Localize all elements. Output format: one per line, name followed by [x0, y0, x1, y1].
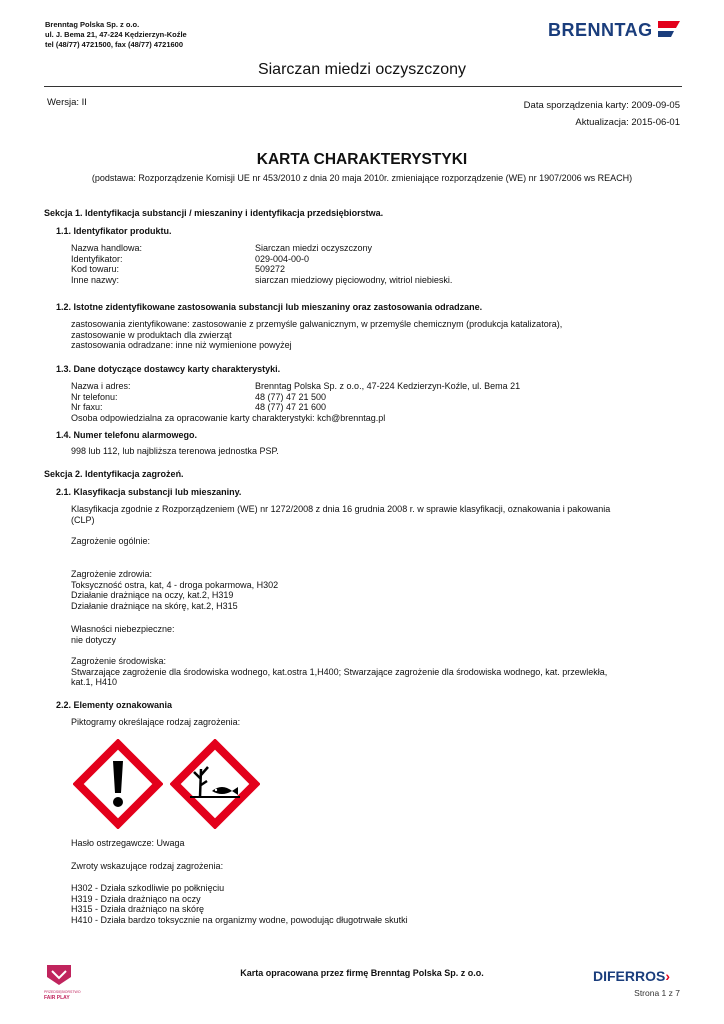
- signal-word: Hasło ostrzegawcze: Uwaga: [71, 838, 185, 848]
- health-hazard-line: Zagrożenie zdrowia:: [71, 569, 153, 579]
- health-hazard-line: Działanie drażniące na oczy, kat.2, H319: [71, 590, 234, 600]
- title-divider: [44, 86, 682, 87]
- section-2-heading: Sekcja 2. Identyfikacja zagrożeń.: [44, 469, 184, 479]
- value-trade-name: Siarczan miedzi oczyszczony: [255, 243, 373, 253]
- product-id-labels: [71, 243, 142, 285]
- brenntag-logo: [548, 16, 680, 44]
- responsible-person: Osoba odpowiedzialna za opracowanie karty charakterystyki: kch@brenntag.pl: [71, 412, 386, 423]
- uses-line: zastosowanie w produktach dla zwierząt: [71, 329, 232, 340]
- section-1-2-heading: 1.2. Istotne zidentyfikowane zastosowania substancji lub mieszaniny oraz zastosowania odradzane.: [56, 302, 483, 312]
- diferros-logo-text: DIFERROS: [593, 968, 666, 984]
- clp-line: Klasyfikacja zgodnie z Rozporządzeniem (WE) nr 1272/2008 z dnia 16 grudnia 2008 r. w sprawie klasyfikacji, oznakowania i pakowania: [71, 504, 611, 514]
- date-updated: Aktualizacja: 2015-06-01: [575, 117, 680, 128]
- hazard-statement: H319 - Działa drażniąco na oczy: [71, 893, 201, 904]
- company-phone: tel (48/77) 4721500, fax (48/77) 4721600: [45, 40, 184, 49]
- uses-text: [71, 319, 562, 351]
- date-created: Data sporządzenia karty: 2009-09-05: [523, 100, 680, 111]
- fair-play-text: FAIR PLAY: [44, 995, 70, 1001]
- product-title-text: Siarczan miedzi oczyszczony: [257, 61, 467, 78]
- company-name: Brenntag Polska Sp. z o.o.: [45, 20, 140, 29]
- pictograms-label: Piktogramy określające rodzaj zagrożenia:: [71, 717, 241, 727]
- footer-prepared-by: Karta opracowana przez firmę Brenntag Polska Sp. z o.o.: [240, 968, 484, 978]
- physical-hazard-line: Własności niebezpieczne:: [71, 624, 175, 634]
- brenntag-swoosh-icon: [656, 18, 682, 40]
- hazard-statement: H315 - Działa drażniąco na skórę: [71, 904, 205, 914]
- label-product-code: Kod towaru:: [71, 264, 120, 274]
- clp-text: [71, 504, 610, 525]
- health-hazard-line: Toksyczność ostra, kat, 4 - droga pokarmowa, H302: [71, 579, 279, 590]
- health-hazard-line: Działanie drażniące na skórę, kat.2, H315: [71, 600, 238, 611]
- uses-line: zastosowania zientyfikowane: zastosowanie z przemyśle galwanicznym, w przemyśle chemicznym (produkcja katalizatora),: [71, 319, 563, 329]
- version: Wersja: II: [47, 97, 87, 108]
- page-number: Strona 1 z 7: [634, 988, 680, 998]
- product-id-values: [255, 243, 452, 285]
- clp-line: (CLP): [71, 514, 95, 525]
- value-identifier: 029-004-00-0: [255, 253, 310, 264]
- label-identifier: Identyfikator:: [71, 253, 123, 264]
- section-1-heading: Sekcja 1. Identyfikacja substancji / mieszaniny i identyfikacja przedsiębiorstwa.: [44, 208, 384, 218]
- label-other-names: Inne nazwy:: [71, 274, 120, 285]
- general-hazard-label: Zagrożenie ogólnie:: [71, 536, 151, 546]
- dates: [524, 97, 680, 131]
- section-1-3-heading: 1.3. Dane dotyczące dostawcy karty charakterystyki.: [56, 364, 281, 374]
- legal-basis: (podstawa: Rozporządzenie Komisji UE nr 453/2010 z dnia 20 maja 2010r. zmieniające rozporządzenie (WE) nr 1907/2006 ws REACH): [91, 173, 633, 183]
- company-street: ul. J. Bema 21, 47-224 Kędzierzyn-Koźle: [45, 30, 187, 39]
- section-1-4-heading: 1.4. Numer telefonu alarmowego.: [56, 430, 198, 440]
- fair-play-caption: PRZEDSIĘBIORSTWO: [44, 990, 81, 994]
- company-address: [45, 20, 187, 50]
- environment-hazard-line: Stwarzające zagrożenie dla środowiska wodnego, kat.ostra 1,H400; Stwarzające zagrożenie dla środowiska wodnego, kat. przewlekła,: [71, 666, 608, 677]
- physical-hazards: [71, 624, 175, 645]
- environment-hazard-line: Zagrożenie środowiska:: [71, 656, 167, 666]
- value-phone: 48 (77) 47 21 500: [255, 391, 327, 402]
- hazard-statements-label: Zwroty wskazujące rodzaj zagrożenia:: [71, 861, 224, 871]
- value-other-names: siarczan miedziowy pięciowodny, witriol niebieski.: [255, 274, 453, 285]
- product-title: [0, 61, 724, 79]
- section-1-1-heading: 1.1. Identyfikator produktu.: [56, 226, 172, 236]
- diferros-logo: [593, 968, 670, 984]
- supplier-values: [255, 381, 520, 413]
- value-fax: 48 (77) 47 21 600: [255, 402, 327, 412]
- section-2-2-heading: 2.2. Elementy oznakowania: [56, 700, 173, 710]
- label-phone: Nr telefonu:: [71, 391, 118, 402]
- physical-hazard-line: nie dotyczy: [71, 634, 117, 645]
- emergency-number: 998 lub 112, lub najbliższa terenowa jednostka PSP.: [71, 446, 279, 456]
- health-hazards: [71, 569, 278, 611]
- uses-line: zastosowania odradzane: inne niż wymienione powyżej: [71, 340, 292, 350]
- hazard-statement: H410 - Działa bardzo toksycznie na organizmy wodne, powodując długotrwałe skutki: [71, 914, 408, 925]
- label-trade-name: Nazwa handlowa:: [71, 243, 143, 253]
- hazard-statements: [71, 883, 408, 925]
- document-title: KARTA CHARAKTERYSTYKI: [256, 151, 468, 168]
- environment-hazard-line: kat.1, H410: [71, 677, 118, 687]
- diferros-chevron-icon: ›: [665, 968, 671, 984]
- section-2-1-heading: 2.1. Klasyfikacja substancji lub mieszaniny.: [56, 487, 242, 497]
- label-name-address: Nazwa i adres:: [71, 381, 131, 391]
- label-fax: Nr faxu:: [71, 402, 103, 412]
- exclamation-mark-icon: [73, 739, 163, 829]
- brenntag-logo-text: BRENNTAG: [548, 20, 653, 40]
- value-name-address: Brenntag Polska Sp. z o.o., 47-224 Kedzierzyn-Koźle, ul. Bema 21: [255, 381, 521, 391]
- value-product-code: 509272: [255, 264, 286, 274]
- environment-icon: [170, 739, 260, 829]
- environment-hazards: [71, 656, 607, 688]
- hazard-statement: H302 - Działa szkodliwie po połknięciu: [71, 883, 225, 893]
